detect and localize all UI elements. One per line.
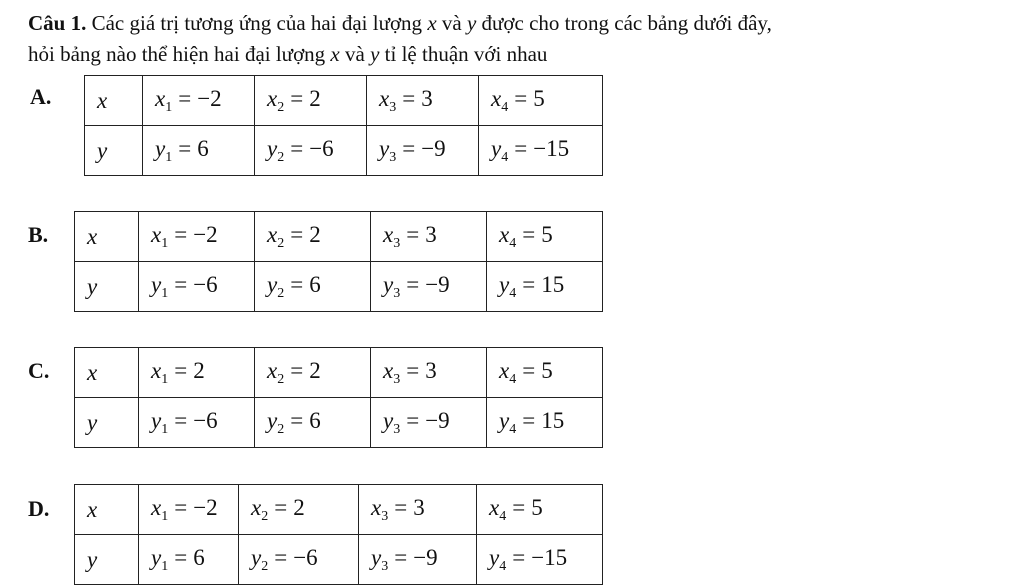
option-a-table: [84, 75, 603, 176]
option-b-letter: B.: [28, 222, 49, 247]
cell-y4: $y_4 = 15$: [487, 398, 603, 448]
cell-y3: $y_3 = -9$: [371, 398, 487, 448]
cell-x4: $x_4 = 5$: [477, 485, 603, 535]
table-row-x: [75, 348, 603, 398]
row-header-x: x: [75, 348, 139, 398]
table-row-y: [85, 126, 603, 176]
cell-x3: $x_3 = 3$: [371, 212, 487, 262]
cell-y2: $y_2 = 6$: [255, 262, 371, 312]
cell-y1: $y_1 = 6$: [143, 126, 255, 176]
cell-y1: $y_1 = -6$: [139, 262, 255, 312]
option-c-letter: C.: [28, 358, 50, 383]
row-header-y: y: [75, 398, 139, 448]
question-label: Câu 1.: [28, 11, 87, 35]
cell-x3: $x_3 = 3$: [371, 348, 487, 398]
cell-x1: $x_1 = -2$: [143, 76, 255, 126]
table-row-y: [75, 262, 603, 312]
row-header-x: x: [85, 76, 143, 126]
question-text: [28, 8, 1018, 70]
question-line2-b: tỉ lệ thuận với nhau: [384, 42, 548, 66]
cell-x3: $x_3 = 3$: [367, 76, 479, 126]
var-y: y: [466, 11, 477, 35]
cell-x2: $x_2 = 2$: [255, 348, 371, 398]
row-header-y: y: [75, 262, 139, 312]
cell-x1: $x_1 = -2$: [139, 485, 239, 535]
var-y: y: [370, 42, 380, 66]
var-x: x: [330, 42, 340, 66]
question-line1-a: Các giá trị tương ứng của hai đại lượng: [91, 11, 423, 35]
cell-y3: $y_3 = -9$: [371, 262, 487, 312]
table-row-y: [75, 535, 603, 585]
cell-y4: $y_4 = -15$: [477, 535, 603, 585]
cell-y4: $y_4 = 15$: [487, 262, 603, 312]
table-row-y: [75, 398, 603, 448]
question-line2-a: hỏi bảng nào thể hiện hai đại lượng: [28, 42, 326, 66]
cell-x1: $x_1 = 2$: [139, 348, 255, 398]
cell-y2: $y_2 = 6$: [255, 398, 371, 448]
cell-x1: $x_1 = -2$: [139, 212, 255, 262]
row-header-y: y: [85, 126, 143, 176]
cell-y4: $y_4 = -15$: [479, 126, 603, 176]
var-x: x: [427, 11, 437, 35]
cell-y1: $y_1 = -6$: [139, 398, 255, 448]
cell-x4: $x_4 = 5$: [487, 212, 603, 262]
table-row-x: [75, 212, 603, 262]
question-line1-b: được cho trong các bảng dưới đây,: [481, 11, 772, 35]
cell-y3: $y_3 = -9$: [367, 126, 479, 176]
cell-x4: $x_4 = 5$: [479, 76, 603, 126]
option-d-table: [74, 484, 603, 585]
option-d-letter: D.: [28, 496, 50, 521]
and-word: và: [345, 42, 365, 66]
row-header-x: x: [75, 485, 139, 535]
cell-y3: $y_3 = -9$: [359, 535, 477, 585]
cell-x4: $x_4 = 5$: [487, 348, 603, 398]
row-header-x: x: [75, 212, 139, 262]
cell-y2: $y_2 = -6$: [255, 126, 367, 176]
option-a-letter: A.: [30, 84, 52, 109]
cell-x2: $x_2 = 2$: [255, 76, 367, 126]
cell-x2: $x_2 = 2$: [239, 485, 359, 535]
row-header-y: y: [75, 535, 139, 585]
cell-x3: $x_3 = 3$: [359, 485, 477, 535]
cell-y2: $y_2 = -6$: [239, 535, 359, 585]
cell-x2: $x_2 = 2$: [255, 212, 371, 262]
table-row-x: [75, 485, 603, 535]
option-c-table: [74, 347, 603, 448]
and-word: và: [441, 11, 462, 35]
cell-y1: $y_1 = 6$: [139, 535, 239, 585]
table-row-x: [85, 76, 603, 126]
option-b-table: [74, 211, 603, 312]
